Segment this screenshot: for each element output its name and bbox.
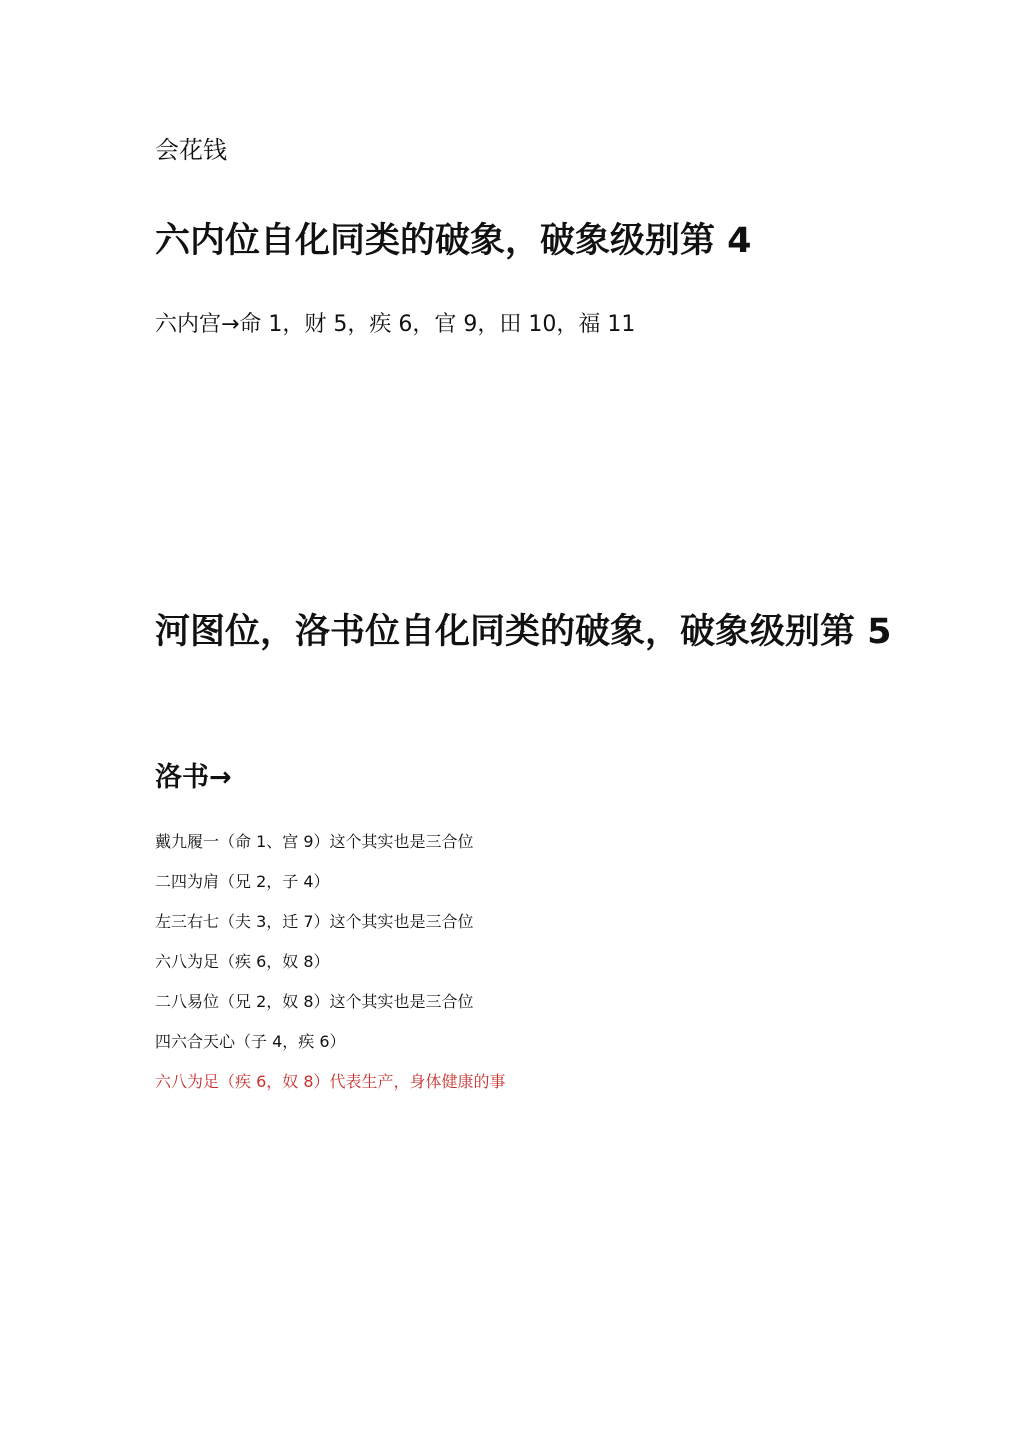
list-item-highlight: 六八为足（疾 6，奴 8）代表生产，身体健康的事 xyxy=(155,1072,506,1091)
list-item: 二四为肩（兄 2，子 4） xyxy=(155,872,330,891)
six-inner-heading: 六内位自化同类的破象，破象级别第 4 xyxy=(155,221,752,261)
list-item: 六八为足（疾 6，奴 8） xyxy=(155,952,330,971)
list-item: 二八易位（兄 2，奴 8）这个其实也是三合位 xyxy=(155,992,474,1011)
intro-text: 会花钱 xyxy=(155,136,227,164)
list-item: 左三右七（夫 3，迁 7）这个其实也是三合位 xyxy=(155,912,474,931)
hetu-luoshu-heading: 河图位，洛书位自化同类的破象，破象级别第 5 xyxy=(155,612,892,652)
six-inner-line: 六内宫→命 1，财 5，疾 6，官 9，田 10，福 11 xyxy=(155,312,636,337)
luoshu-list xyxy=(155,832,506,1112)
list-item: 戴九履一（命 1、宫 9）这个其实也是三合位 xyxy=(155,832,474,851)
list-item: 四六合天心（子 4，疾 6） xyxy=(155,1032,346,1051)
luoshu-subheading: 洛书→ xyxy=(155,762,232,793)
